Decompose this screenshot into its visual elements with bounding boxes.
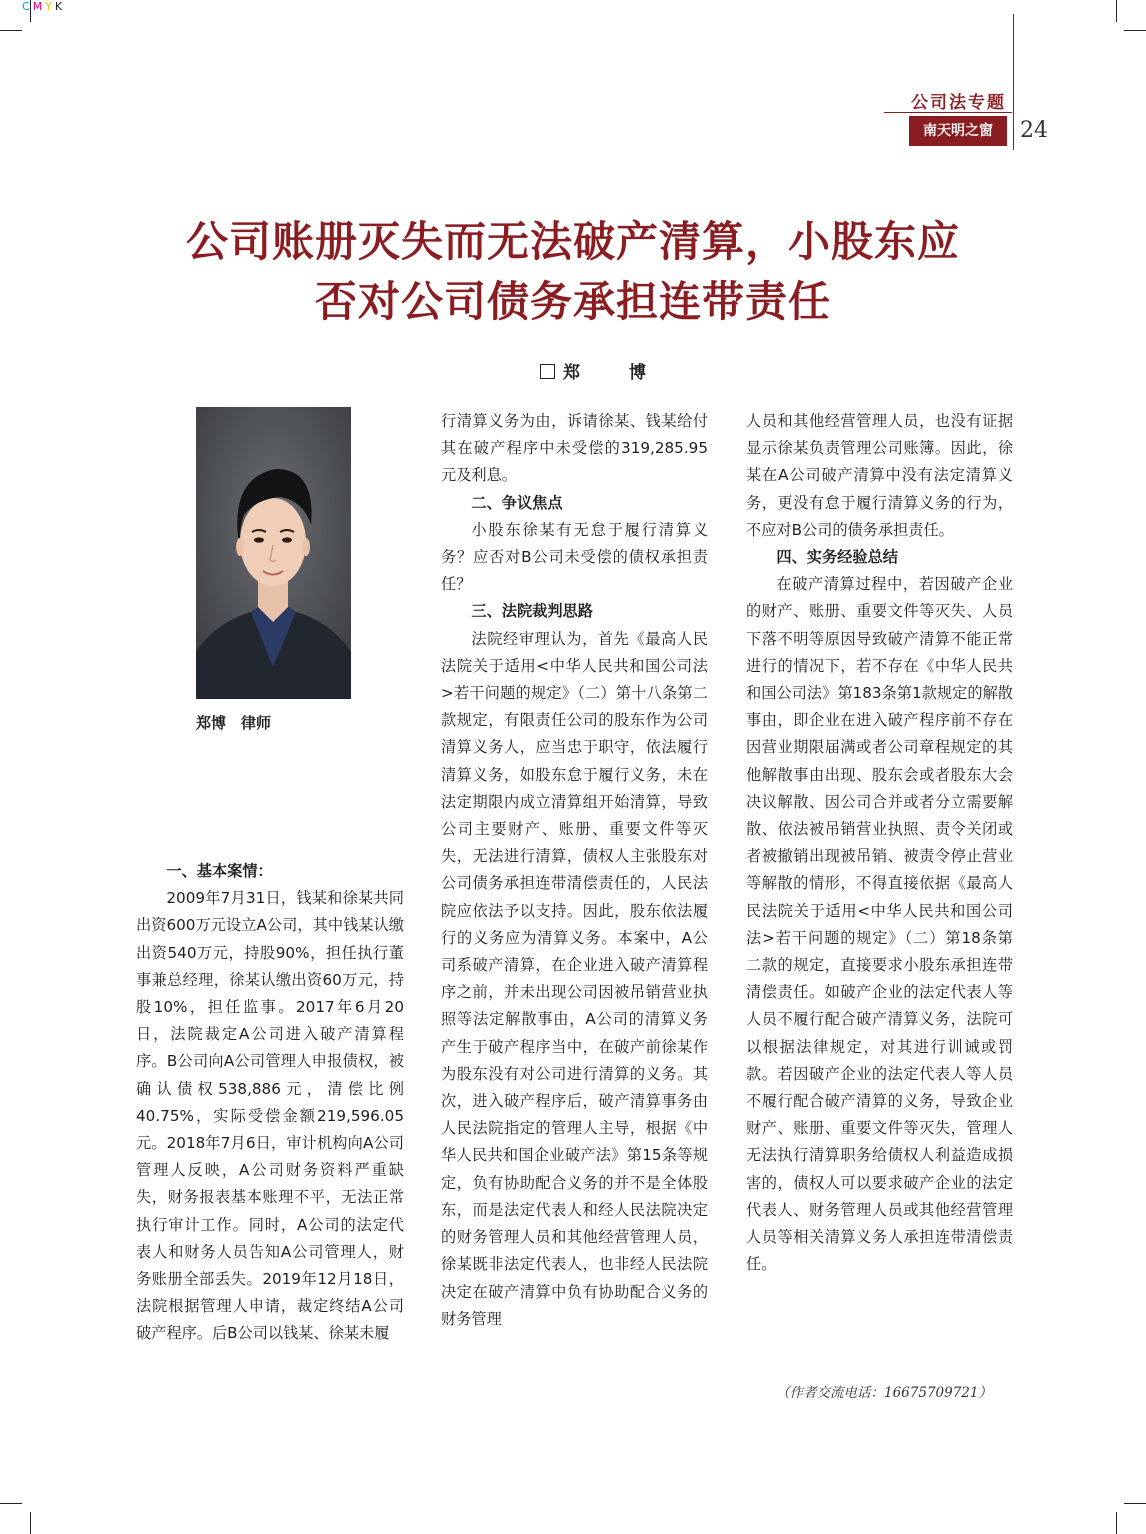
paragraph-court-reasoning: 法院经审理认为，首先《最高人民法院关于适用<中华人民共和国公司法>若干问题的规定》（二）第十八条第二款规定，有限责任公司的股东作为公司清算义务人，应当忠于职守，依法履行清算义务，如股东怠于履行义务，未在法定期限内成立清算组开始清算，导致公司主要财产、账册、重要文件等灭失，无法进行清算，债权人主张股东对公司债务承担连带清偿责任的，人民法院应依法予以支持。因此，股东依法履行的义务应为清算义务。本案中，A公司系破产清算，在企业进入破产清算程序之前，并未出现公司因被吊销营业执照等法定解散事由，A公司的清算义务产生于破产程序当中，在破产前徐某作为股东没有对公司进行清算的义务。其次，进入破产程序后，破产清算事务由人民法院指定的管理人主导，根据《中华人民共和国企业破产法》第15条等规定，负有协助配合义务的并不是全体股东，而是法定代表人和经人民法院决定的财务管理人员和其他经营管理人员，徐某既非法定代表人，也非经人民法院决定在破产清算中负有协助配合义务的财务管理 [441,629,708,1328]
paragraph-continuation: 行清算义务为由，诉请徐某、钱某给付其在破产程序中未受偿的319,285.95元及利息。 [441,412,708,485]
crop-mark [1124,1503,1146,1504]
cmyk-y: Y [45,0,55,13]
heading-basic-facts: 一、基本案情： [166,862,273,880]
author-contact: （作者交流电话：16675709721） [776,1385,992,1401]
article-column-3 [746,408,1013,1279]
crop-mark [30,1512,31,1534]
photo-caption: 郑博 律师 [196,714,272,732]
crop-mark [0,1503,22,1504]
portrait-illustration [196,407,351,699]
article-title-line2: 否对公司债务承担连带责任 [314,277,831,326]
author-name: 郑 博 [563,363,662,383]
column-badge: 南天明之窗 [909,116,1007,146]
article-title-line1: 公司账册灭失而无法破产清算，小股东应 [185,217,960,266]
article-column-1 [136,858,404,1348]
cmyk-color-bar [22,0,65,14]
crop-mark [1124,30,1146,31]
byline-box-icon [540,364,555,379]
byline [540,358,662,383]
paragraph-basic-facts: 2009年7月31日，钱某和徐某共同出资600万元设立A公司，其中钱某认缴出资540万元，持股90%，担任执行董事兼总经理，徐某认缴出资60万元，持股10%，担任监事。2017年6月20日，法院裁定A公司进入破产清算程序。B公司向A公司管理人申报债权，被确认债权538,886元，清偿比例40.75%，实际受偿金额219,596.05元。2018年7月6日，审计机构向A公司管理人反映，A公司财务资料严重缺失，财务报表基本账理不平，无法正常执行审计工作。同时，A公司的法定代表人和财务人员告知A公司管理人，财务账册全部丢失。2019年12月18日，法院根据管理人申请，裁定终结A公司破产程序。后B公司以钱某、徐某未履 [136,889,404,1343]
author-photo [196,407,351,699]
crop-mark [1116,0,1117,22]
cmyk-c: C [22,0,33,13]
heading-court-reasoning: 三、法院裁判思路 [471,602,593,621]
heading-dispute-focus: 二、争议焦点 [471,493,563,512]
heading-practice-summary: 四、实务经验总结 [776,548,898,567]
article-column-2 [441,408,708,1333]
page-number: 24 [1020,118,1048,143]
header-vertical-rule [1013,14,1014,150]
article-title [60,212,1086,332]
paragraph-dispute-focus: 小股东徐某有无怠于履行清算义务？应否对B公司未受偿的债权承担责任？ [441,520,708,594]
crop-mark [1116,1512,1117,1534]
paragraph-practice-summary: 在破产清算过程中，若因破产企业的财产、账册、重要文件等灭失、人员下落不明等原因导致破产清算不能正常进行的情况下，若不存在《中华人民共和国公司法》第183条第1款规定的解散事由，即企业在进入破产程序前不存在因营业期限届满或者公司章程规定的其他解散事由出现、股东会或者股东大会决议解散、因公司合并或者分立需要解散、依法被吊销营业执照、责令关闭或者被撤销出现被吊销、被责令停止营业等解散的情形，不得直接依据《最高人民法院关于适用<中华人民共和国公司法>若干问题的规定》（二）第18条第二款的规定，直接要求小股东承担连带清偿责任。如破产企业的法定代表人等人员不履行配合破产清算义务，法院可以根据法律规定，对其进行训诫或罚款。若因破产企业的法定代表人等人员不履行配合破产清算的义务，导致企业财产、账册、重要文件等灭失，管理人无法执行清算职务给债权人利益造成损害的，债权人可以要求破产企业的法定代表人、财务管理人员或其他经营管理人员等相关清算义务人承担连带清偿责任。 [746,575,1013,1274]
cmyk-m: M [32,0,46,13]
crop-mark [0,30,22,31]
cmyk-k: K [54,0,66,13]
paragraph-continuation: 人员和其他经营管理人员，也没有证据显示徐某负责管理公司账簿。因此，徐某在A公司破产清算中没有法定清算义务，更没有怠于履行清算义务的行为，不应对B公司的债务承担责任。 [746,412,1013,539]
section-title: 公司法专题 [911,93,1006,113]
